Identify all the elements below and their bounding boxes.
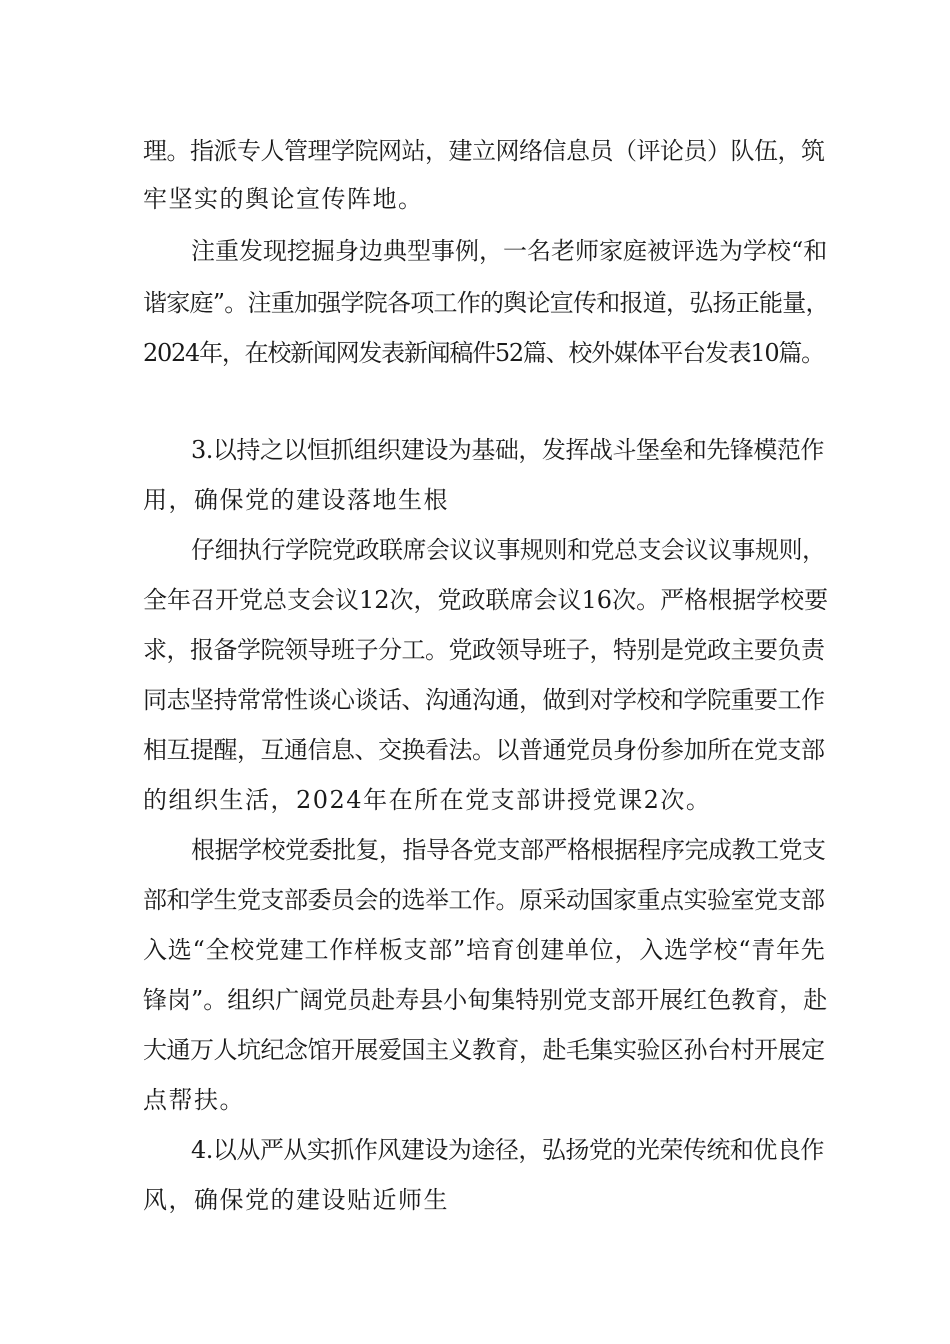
paragraph-election-line-1: 根据学校党委批复，指导各党支部严格根据程序完成教工党支 bbox=[191, 836, 826, 864]
section-3-heading-line-2: 用，确保党的建设落地生根 bbox=[143, 486, 449, 514]
paragraph-election-line-6: 点帮扶。 bbox=[143, 1086, 245, 1114]
section-4-heading-line-2: 风，确保党的建设贴近师生 bbox=[143, 1186, 449, 1214]
paragraph-website-line-1: 理。指派专人管理学院网站，建立网络信息员（评论员）队伍，筑 bbox=[143, 137, 825, 165]
paragraph-rules-line-1: 仔细执行学院党政联席会议议事规则和党总支会议议事规则， bbox=[191, 536, 826, 564]
paragraph-rules-line-3: 求，报备学院领导班子分工。党政领导班子，特别是党政主要负责 bbox=[143, 636, 825, 664]
paragraph-rules-line-2: 全年召开党总支会议12次，党政联席会议16次。严格根据学校要 bbox=[143, 586, 829, 614]
paragraph-typical-line-1: 注重发现挖掘身边典型事例，一名老师家庭被评选为学校“和 bbox=[191, 237, 828, 265]
paragraph-election-line-2: 部和学生党支部委员会的选举工作。原采动国家重点实验室党支部 bbox=[143, 886, 825, 914]
paragraph-website-line-2: 牢坚实的舆论宣传阵地。 bbox=[143, 185, 424, 213]
paragraph-typical-line-3: 2024年，在校新闻网发表新闻稿件52篇、校外媒体平台发表10篇。 bbox=[143, 339, 824, 367]
section-4-heading-line-1: 4.以从严从实抓作风建设为途径，弘扬党的光荣传统和优良作 bbox=[191, 1136, 824, 1164]
paragraph-election-line-5: 大通万人坑纪念馆开展爱国主义教育，赴毛集实验区孙台村开展定 bbox=[143, 1036, 825, 1064]
section-3-heading-line-1: 3.以持之以恒抓组织建设为基础，发挥战斗堡垒和先锋模范作 bbox=[191, 436, 824, 464]
paragraph-election-line-4: 锋岗”。组织广阔党员赴寿县小甸集特别党支部开展红色教育，赴 bbox=[143, 986, 828, 1014]
paragraph-rules-line-5: 相互提醒，互通信息、交换看法。以普通党员身份参加所在党支部 bbox=[143, 736, 825, 764]
paragraph-rules-line-6: 的组织生活，2024年在所在党支部讲授党课2次。 bbox=[143, 786, 712, 814]
paragraph-election-line-3: 入选“全校党建工作样板支部”培育创建单位，入选学校“青年先 bbox=[143, 936, 826, 964]
paragraph-typical-line-2: 谐家庭”。注重加强学院各项工作的舆论宣传和报道，弘扬正能量， bbox=[143, 289, 829, 317]
paragraph-rules-line-4: 同志坚持常常性谈心谈话、沟通沟通，做到对学校和学院重要工作 bbox=[143, 686, 825, 714]
